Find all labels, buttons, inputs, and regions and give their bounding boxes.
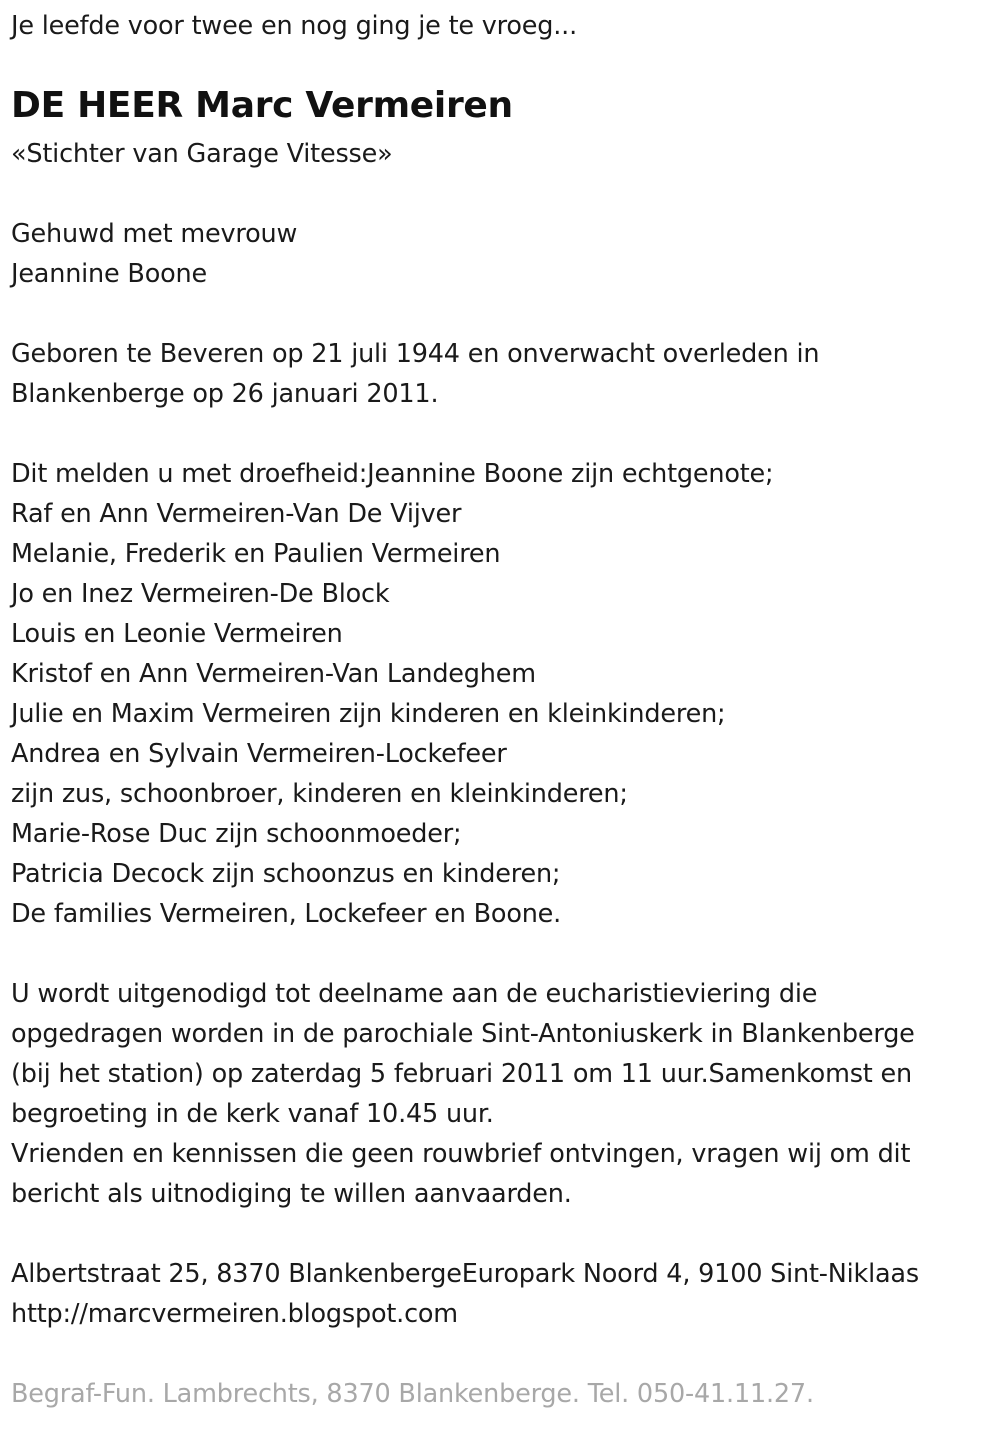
mourner-line: Louis en Leonie Vermeiren: [11, 619, 343, 649]
invitation-line: U wordt uitgenodigd tot deelname aan de eucharistieviering die: [11, 979, 818, 1009]
birth-death-line: Geboren te Beveren op 21 juli 1944 en onverwacht overleden in: [11, 339, 820, 369]
mourner-line: Andrea en Sylvain Vermeiren-Lockefeer: [11, 739, 507, 769]
spouse-line: Gehuwd met mevrouw: [11, 219, 298, 249]
deceased-name: DE HEER Marc Vermeiren: [11, 85, 513, 126]
birth-death-line: Blankenberge op 26 januari 2011.: [11, 379, 439, 409]
mourner-line: De families Vermeiren, Lockefeer en Boone.: [11, 899, 562, 929]
mourner-line: Melanie, Frederik en Paulien Vermeiren: [11, 539, 501, 569]
contact-website[interactable]: http://marcvermeiren.blogspot.com: [11, 1299, 458, 1329]
contact-address: Albertstraat 25, 8370 BlankenbergeEuropark Noord 4, 9100 Sint-Niklaas: [11, 1259, 919, 1289]
spouse-block: [11, 214, 297, 294]
invitation-line: Vrienden en kennissen die geen rouwbrief ontvingen, vragen wij om dit: [11, 1139, 911, 1169]
deceased-subtitle-block: [11, 134, 393, 174]
birth-death-block: [11, 334, 819, 414]
intro-line: Je leefde voor twee en nog ging je te vroeg...: [11, 11, 577, 41]
invitation-line: begroeting in de kerk vanaf 10.45 uur.: [11, 1099, 494, 1129]
mourner-line: Marie-Rose Duc zijn schoonmoeder;: [11, 819, 462, 849]
mourner-line: Dit melden u met droefheid:Jeannine Boone zijn echtgenote;: [11, 459, 774, 489]
spouse-line: Jeannine Boone: [11, 259, 207, 289]
invitation-block: [11, 974, 915, 1214]
mourner-line: Julie en Maxim Vermeiren zijn kinderen en kleinkinderen;: [11, 699, 726, 729]
contact-block: [11, 1254, 919, 1334]
mourner-line: Raf en Ann Vermeiren-Van De Vijver: [11, 499, 462, 529]
invitation-line: opgedragen worden in de parochiale Sint-Antoniuskerk in Blankenberge: [11, 1019, 915, 1049]
mourner-line: Jo en Inez Vermeiren-De Block: [11, 579, 390, 609]
mourner-line: Patricia Decock zijn schoonzus en kinderen;: [11, 859, 561, 889]
mourner-line: Kristof en Ann Vermeiren-Van Landeghem: [11, 659, 536, 689]
mourners-block: [11, 454, 773, 934]
funeral-home-footer: Begraf-Fun. Lambrechts, 8370 Blankenberge. Tel. 050-41.11.27.: [11, 1379, 814, 1409]
deceased-subtitle: «Stichter van Garage Vitesse»: [11, 139, 393, 169]
invitation-line: bericht als uitnodiging te willen aanvaarden.: [11, 1179, 572, 1209]
mourner-line: zijn zus, schoonbroer, kinderen en kleinkinderen;: [11, 779, 628, 809]
invitation-line: (bij het station) op zaterdag 5 februari 2011 om 11 uur.Samenkomst en: [11, 1059, 912, 1089]
